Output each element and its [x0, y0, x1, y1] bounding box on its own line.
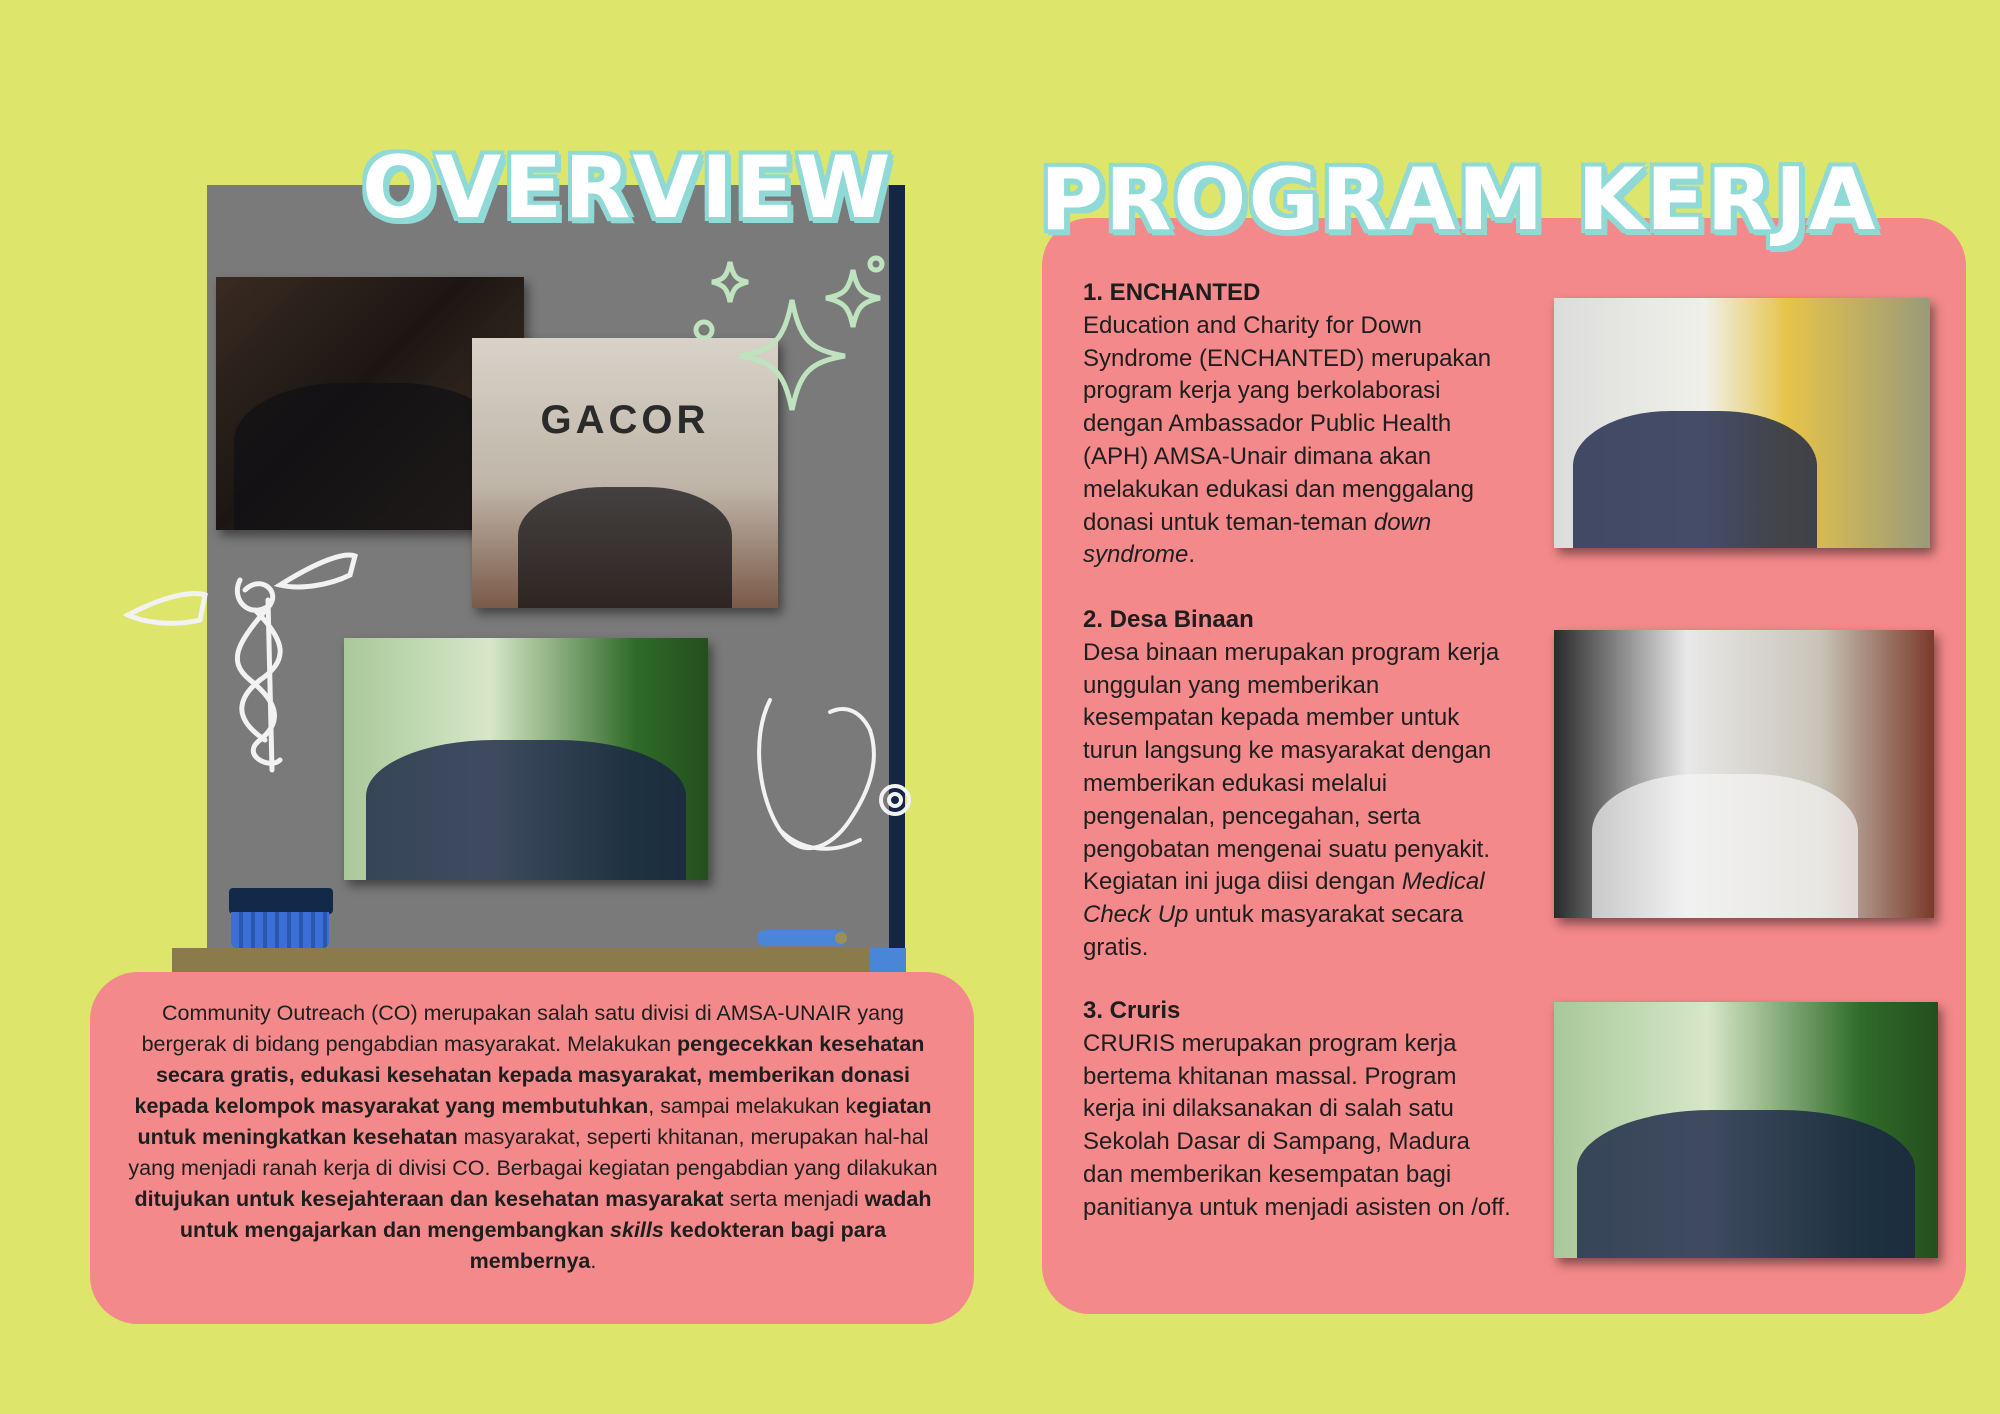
program-item-body: [1083, 310, 1513, 572]
program-item-title: 2. Desa Binaan: [1083, 606, 1254, 633]
program-item-body: [1083, 1028, 1513, 1225]
text-segment: Medical Check Up: [1083, 868, 1485, 929]
text-segment: ditujukan untuk kesejahteraan dan kesehatan masyarakat: [134, 1187, 724, 1211]
photo-clinic: [344, 638, 708, 880]
photo-people: [1573, 411, 1817, 549]
text-segment: kedokteran bagi para membernya: [469, 1218, 887, 1273]
photo-banner-text: GACOR: [540, 398, 710, 442]
text-segment: egiatan untuk meningkatkan kesehatan: [137, 1094, 932, 1149]
text-segment: Community Outreach (CO) merupakan salah satu divisi di AMSA-UNAIR yang bergerak di bidang pengabdian masyarakat. Melakukan: [141, 1001, 905, 1056]
text-segment: pengecekkan kesehatan secara gratis, edukasi kesehatan kepada masyarakat, memberikan donasi kepada kelompok masyarakat yang membutuhkan: [134, 1032, 925, 1118]
photo-people: [1577, 1110, 1915, 1258]
eraser-felt: [231, 912, 329, 948]
text-segment: Education and Charity for Down Syndrome (ENCHANTED) merupakan program kerja yang berkolaborasi dengan Ambassador Public Health (APH) AMSA-Unair dimana akan melakukan edukasi dan menggalang donasi untuk teman-teman: [1083, 311, 1492, 536]
text-segment: down syndrome: [1083, 508, 1432, 569]
text-segment: masyarakat, seperti khitanan, merupakan hal-hal yang menjadi ranah kerja di divisi CO. Berbagai kegiatan pengabdian yang dilakukan: [128, 1125, 938, 1180]
photo-people: [234, 383, 505, 530]
photo-people: [1592, 774, 1858, 918]
program-item-cruris: [1083, 995, 1513, 1225]
chalkboard-frame: [889, 185, 905, 950]
text-segment: wadah untuk mengajarkan dan mengembangkan: [179, 1187, 932, 1242]
text-segment: , sampai melakukan k: [648, 1094, 857, 1118]
program-item-title: 3. Cruris: [1083, 997, 1181, 1024]
overview-description: [128, 998, 938, 1277]
text-segment: skills: [610, 1218, 664, 1242]
overview-title: OVERVIEW: [362, 138, 893, 238]
photo-desa-binaan: [1554, 630, 1934, 918]
program-item-enchanted: [1083, 277, 1513, 572]
photo-party: [472, 338, 778, 608]
text-segment: serta menjadi: [723, 1187, 865, 1211]
program-item-desa-binaan: [1083, 604, 1513, 965]
text-segment: CRURIS merupakan program kerja bertema khitanan massal. Program kerja ini dilaksanakan di salah satu Sekolah Dasar di Sampang, Madura dan memberikan kesempatan bagi panitianya untuk menjadi asisten on /off.: [1083, 1029, 1511, 1221]
photo-enchanted: [1554, 298, 1930, 548]
chalkboard-shelf-corner: [870, 948, 906, 972]
chalk-icon: [757, 930, 847, 946]
eraser-icon: [229, 888, 333, 914]
program-title: PROGRAM KERJA: [1040, 150, 1878, 250]
text-segment: .: [1188, 541, 1196, 569]
program-item-title: 1. ENCHANTED: [1083, 279, 1261, 306]
photo-people: [518, 487, 732, 609]
chalkboard-shelf: [172, 948, 906, 972]
text-segment: .: [590, 1249, 597, 1273]
text-segment: untuk masyarakat secara gratis.: [1083, 901, 1464, 961]
photo-cruris: [1554, 1002, 1938, 1258]
program-item-body: [1083, 637, 1513, 965]
photo-people: [366, 740, 686, 880]
text-segment: Desa binaan merupakan program kerja unggulan yang memberikan kesempatan kepada member untuk turun langsung ke masyarakat dengan memberikan edukasi melalui pengenalan, pencegahan, serta pengobatan mengenai suatu penyakit. Kegiatan ini juga diisi dengan: [1083, 638, 1500, 896]
chalk-tip: [835, 932, 847, 944]
